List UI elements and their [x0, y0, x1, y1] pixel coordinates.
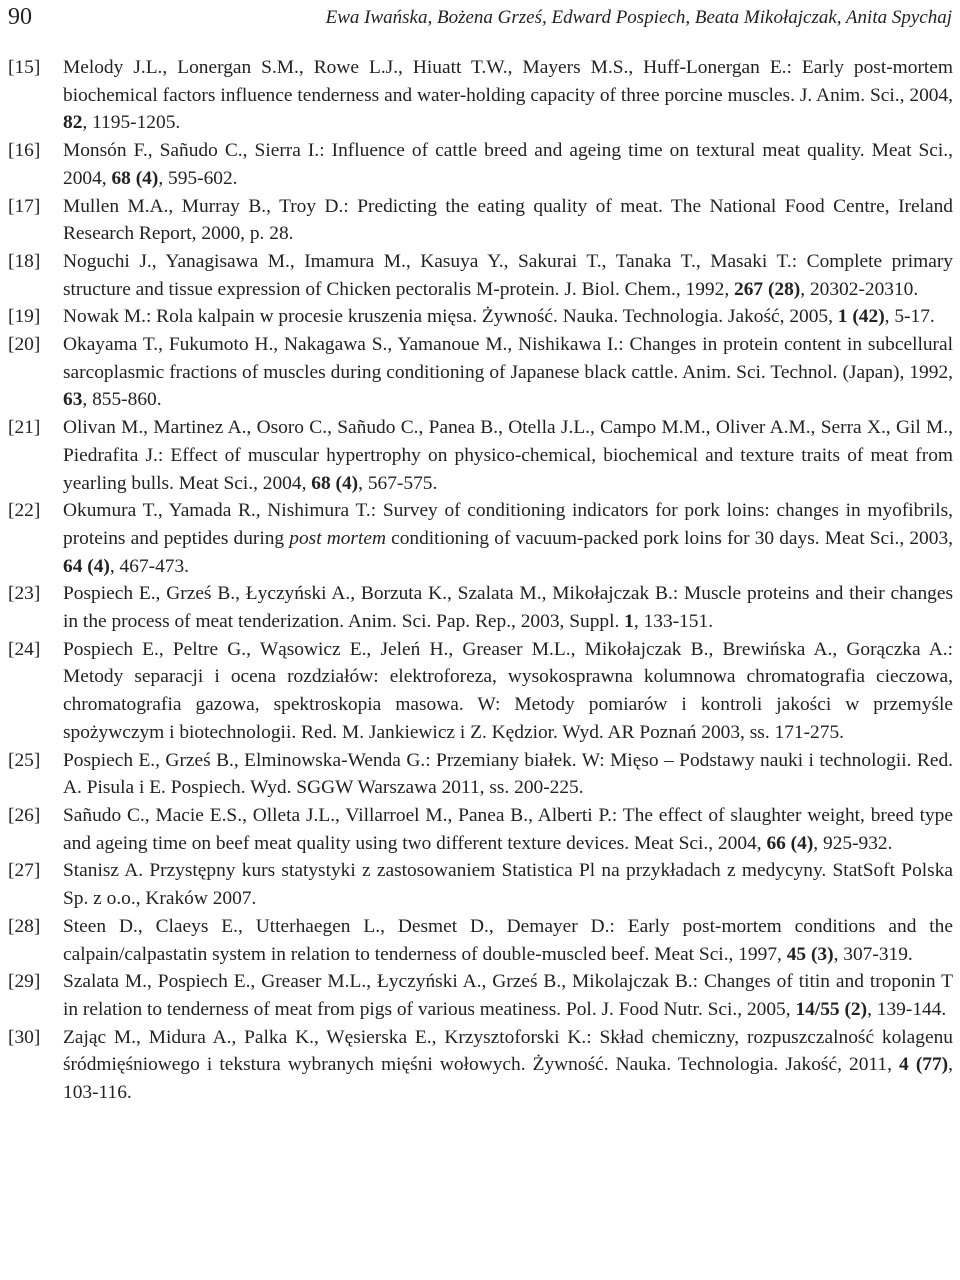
reference-text [63, 500, 953, 576]
reference-list [8, 54, 953, 1107]
reference-body: Szalata M., Pospiech E., Greaser M.L., Łyczyński A., Grześ B., Mikolajczak B.: Changes of titin and troponin T in relation to tenderness of meat from pigs of various meatiness. Pol. J. Food Nutr. Sci., 2005, [63, 971, 953, 1020]
reference-pages: , 20302-20310. [800, 278, 919, 300]
reference-item [8, 1024, 953, 1107]
reference-number: [20] [8, 334, 41, 356]
reference-body: Sañudo C., Macie E.S., Olleta J.L., Villarroel M., Panea B., Alberti P.: The effect of slaughter weight, breed type and ageing time on beef meat quality using two different texture devices. Meat Sci., 2004, [63, 804, 953, 854]
reference-number: [16] [8, 140, 41, 162]
reference-volume: 45 (3) [786, 943, 834, 965]
reference-text [63, 805, 953, 854]
reference-item [8, 968, 953, 1023]
reference-volume: 66 (4) [766, 832, 814, 854]
reference-number: [28] [8, 915, 41, 937]
reference-body: Mullen M.A., Murray B., Troy D.: Predicting the eating quality of meat. The National Food Centre, Ireland Research Report, 2000, p. 28. [63, 195, 953, 245]
reference-volume: 82 [63, 112, 83, 134]
reference-volume: 64 (4) [63, 555, 110, 577]
reference-italic: post mortem [289, 527, 386, 549]
reference-item [8, 580, 953, 635]
reference-volume: 14/55 (2) [795, 998, 868, 1020]
reference-number: [23] [8, 583, 41, 605]
reference-text [63, 1027, 953, 1103]
reference-pages: , 855-860. [82, 389, 162, 411]
reference-body: Pospiech E., Grześ B., Łyczyński A., Borzuta K., Szalata M., Mikołajczak B.: Muscle proteins and their changes in the process of meat tenderization. Anim. Sci. Pap. Rep., 2003, Suppl. [63, 583, 953, 633]
reference-item [8, 331, 953, 414]
reference-text [63, 306, 935, 327]
reference-text [63, 251, 953, 300]
reference-pages: , 307-319. [833, 943, 913, 965]
reference-number: [18] [8, 250, 41, 272]
reference-pages: , 595-602. [158, 167, 238, 189]
reference-number: [27] [8, 860, 41, 882]
reference-body-continued: conditioning of vacuum-packed pork loins for 30 days. Meat Sci., 2003, [385, 527, 953, 549]
reference-volume: 267 (28) [734, 278, 801, 300]
page-number: 90 [8, 4, 32, 30]
reference-body: Melody J.L., Lonergan S.M., Rowe L.J., Hiuatt T.W., Mayers M.S., Huff-Lonergan E.: Early post-mortem biochemical factors influence tenderness and water-holding capacity of three porcine muscles. J. Anim. Sci., 2004, [63, 57, 953, 106]
reference-item [8, 303, 953, 331]
reference-number: [15] [8, 57, 41, 78]
reference-number: [21] [8, 417, 41, 439]
reference-number: [19] [8, 306, 41, 328]
reference-number: [29] [8, 971, 41, 993]
reference-pages: , 103-116. [63, 1054, 953, 1104]
reference-volume: 1 (42) [837, 306, 885, 328]
reference-number: [17] [8, 195, 41, 217]
reference-number: [22] [8, 500, 41, 522]
reference-item [8, 54, 953, 137]
reference-body: Okayama T., Fukumoto H., Nakagawa S., Yamanoue M., Nishikawa I.: Changes in protein content in subcellural sarcoplasmic fractions of muscles during conditioning of Japanese black cattle. Anim. Sci. Technol. (Japan), 1992, [63, 334, 953, 383]
reference-pages: , 1195-1205. [82, 112, 181, 134]
reference-body: Pospiech E., Grześ B., Elminowska-Wenda G.: Przemiany białek. W: Mięso – Podstawy nauki i technologii. Red. A. Pisula i E. Pospiech. Wyd. SGGW Warszawa 2011, ss. 200-225. [63, 749, 953, 799]
reference-text [63, 57, 953, 133]
reference-item [8, 414, 953, 497]
header-authors: Ewa Iwańska, Bożena Grześ, Edward Pospiech, Beata Mikołajczak, Anita Spychaj [325, 7, 952, 28]
reference-body: Noguchi J., Yanagisawa M., Imamura M., Kasuya Y., Sakurai T., Tanaka T., Masaki T.: Complete primary structure and tissue expression of Chicken pectoralis M-protein. J. Biol. Chem., 1992, [63, 250, 953, 300]
reference-body: Steen D., Claeys E., Utterhaegen L., Desmet D., Demayer D.: Early post-mortem conditions and the calpain/calpastatin system in relation to tenderness of double-muscled beef. Meat Sci., 1997, [63, 915, 953, 965]
reference-number: [24] [8, 638, 41, 660]
reference-item [8, 137, 953, 192]
reference-body: Nowak M.: Rola kalpain w procesie kruszenia mięsa. Żywność. Nauka. Technologia. Jakość, 2005, [63, 306, 838, 328]
reference-number: [25] [8, 749, 41, 771]
reference-text [63, 583, 953, 632]
reference-pages: , 133-151. [633, 611, 714, 633]
reference-body: Monsón F., Sañudo C., Sierra I.: Influence of cattle breed and ageing time on textural meat quality. Meat Sci., 2004, [63, 140, 953, 189]
reference-item [8, 248, 953, 303]
reference-item [8, 193, 953, 248]
reference-body: Olivan M., Martinez A., Osoro C., Sañudo C., Panea B., Otella J.L., Campo M.M., Oliver A.M., Serra X., Gil M., Piedrafita J.: Effect of muscular hypertrophy on physico-chemical, biochemical and texture traits of meat from yearling bulls. Meat Sci., 2004, [63, 417, 953, 494]
reference-item [8, 913, 953, 968]
reference-text [63, 417, 953, 493]
reference-volume: 68 (4) [111, 167, 159, 189]
reference-body: Pospiech E., Peltre G., Wąsowicz E., Jeleń H., Greaser M.L., Mikołajczak B., Brewińska A., Gorączka A.: Metody separacji i ocena rozdziałów: elektroforeza, wysokosprawna kolumnowa chromatografia cieczowa, chromatografia gazowa, spektroskopia masowa. W: Metody pomiarów i kontroli jakości w przemyśle spożywczym i biotechnologii. Red. M. Jankiewicz i Z. Kędzior. Wyd. AR Poznań 2003, ss. 171-275. [63, 638, 953, 743]
reference-text [63, 196, 953, 245]
reference-item [8, 802, 953, 857]
running-header [8, 2, 952, 36]
reference-text [63, 140, 953, 189]
reference-pages: , 467-473. [109, 555, 190, 577]
reference-item [8, 497, 953, 580]
reference-pages: , 139-144. [867, 998, 947, 1020]
reference-body: Zając M., Midura A., Palka K., Węsierska E., Krzysztoforski K.: Skład chemiczny, rozpuszczalność kolagenu śródmięśniowego i tekstura wybranych mięśni wołowych. Żywność. Nauka. Technologia. Jakość, 2011, [63, 1026, 953, 1076]
reference-volume: 68 (4) [311, 472, 359, 494]
reference-item [8, 857, 953, 912]
reference-text [63, 334, 953, 410]
reference-text [63, 750, 953, 799]
reference-text [63, 971, 953, 1020]
reference-text [63, 916, 953, 965]
reference-item [8, 747, 953, 802]
reference-pages: , 567-575. [358, 472, 438, 494]
reference-pages: , 5-17. [884, 306, 935, 328]
reference-volume: 4 (77) [899, 1054, 949, 1076]
reference-number: [30] [8, 1026, 41, 1048]
reference-body: Okumura T., Yamada R., Nishimura T.: Survey of conditioning indicators for pork loins: changes in myofibrils, proteins and peptides during [63, 500, 953, 549]
reference-body: Stanisz A. Przystępny kurs statystyki z zastosowaniem Statistica Pl na przykładach z medycyny. StatSoft Polska Sp. z o.o., Kraków 2007. [63, 860, 953, 910]
reference-text [63, 860, 953, 909]
reference-volume: 63 [63, 389, 83, 411]
reference-number: [26] [8, 804, 41, 826]
reference-volume: 1 [624, 611, 634, 633]
reference-item [8, 636, 953, 747]
reference-pages: , 925-932. [813, 832, 893, 854]
reference-text [63, 639, 953, 743]
